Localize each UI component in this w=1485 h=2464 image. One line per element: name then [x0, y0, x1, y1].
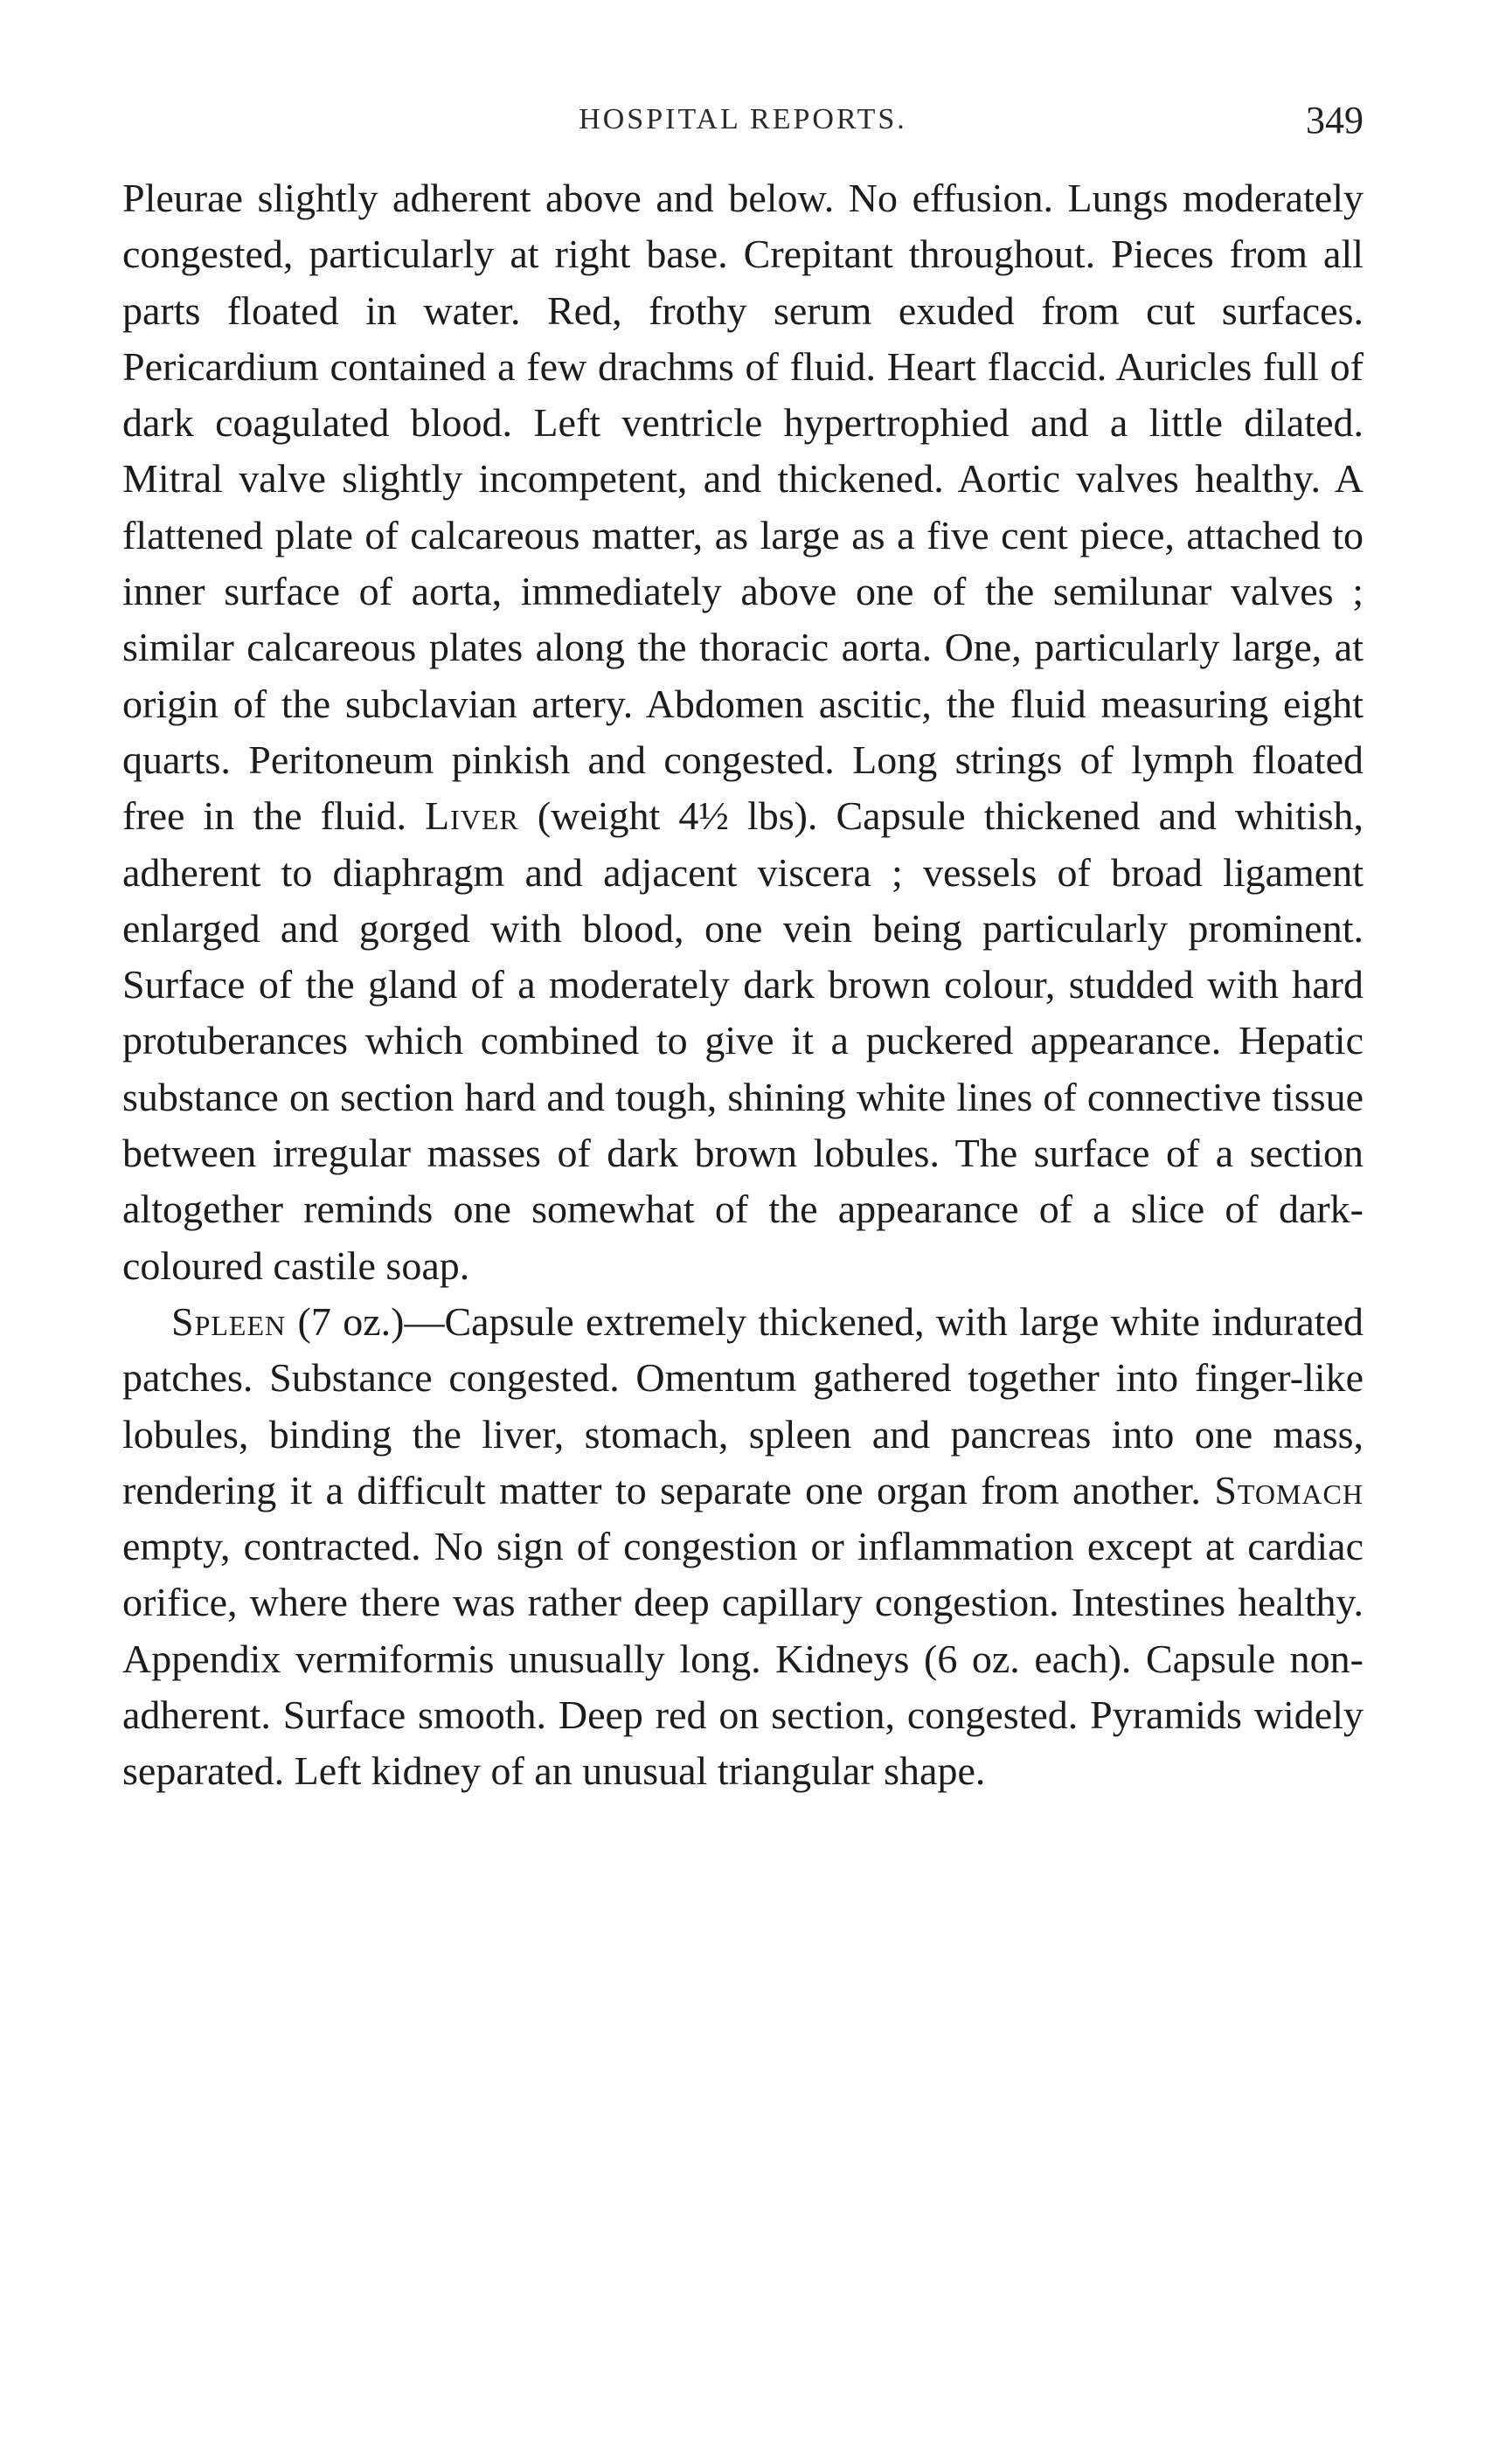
paragraph	[122, 1294, 1364, 1800]
page-header	[122, 99, 1364, 156]
paragraph	[122, 170, 1364, 1294]
organ-heading-stomach: Stomach	[1214, 1467, 1364, 1512]
text-segment: (7 oz.)—Capsule extremely thickened, with large white indurated patches. Substance congested. Omentum gathered together into finger-like lobules, binding the liver, stomach, spleen and pancreas into one mass, rendering it a difficult matter to separate one organ from another.	[122, 1298, 1364, 1512]
page-number: 349	[1306, 99, 1364, 142]
text-segment: Pleurae slightly adherent above and below. No effusion. Lungs moderately congested, particularly at right base. Crepitant throughout. Pieces from all parts floated in water. Red, frothy serum exuded from cut surfaces. Pericardium contained a few drachms of fluid. Heart flaccid. Auricles full of dark coagulated blood. Left ventricle hypertrophied and a little dilated. Mitral valve slightly incompetent, and thickened. Aortic valves healthy. A flattened plate of calcareous matter, as large as a five cent piece, attached to inner surface of aorta, immediately above one of the semilunar valves ; similar calcareous plates along the thoracic aorta. One, particularly large, at origin of the subclavian artery. Abdomen ascitic, the fluid measuring eight quarts. Peritoneum pinkish and congested. Long strings of lymph floated free in the fluid.	[122, 176, 1364, 839]
organ-heading-liver: Liver	[425, 793, 519, 839]
body-text	[122, 170, 1364, 1800]
text-segment: empty, contracted. No sign of congestion or inflammation except at cardiac orifice, where there was rather deep capillary congestion. Intestines healthy. Appendix vermiformis unusually long. Kidneys (6 oz. each). Capsule non-adherent. Surface smooth. Deep red on section, congested. Pyramids widely separated. Left kidney of an unusual triangular shape.	[122, 1524, 1364, 1794]
text-segment: (weight 4½ lbs). Capsule thickened and whitish, adherent to diaphragm and adjacent viscera ; vessels of broad ligament enlarged and gorged with blood, one vein being particularly prominent. Surface of the gland of a moderately dark brown colour, studded with hard protuberances which combined to give it a puckered appearance. Hepatic substance on section hard and tough, shining white lines of connective tissue between irregular masses of dark brown lobules. The surface of a section altogether reminds one somewhat of the appearance of a slice of dark-coloured castile soap.	[122, 793, 1364, 1288]
running-head: HOSPITAL REPORTS.	[579, 103, 907, 135]
organ-heading-spleen: Spleen	[171, 1298, 287, 1344]
